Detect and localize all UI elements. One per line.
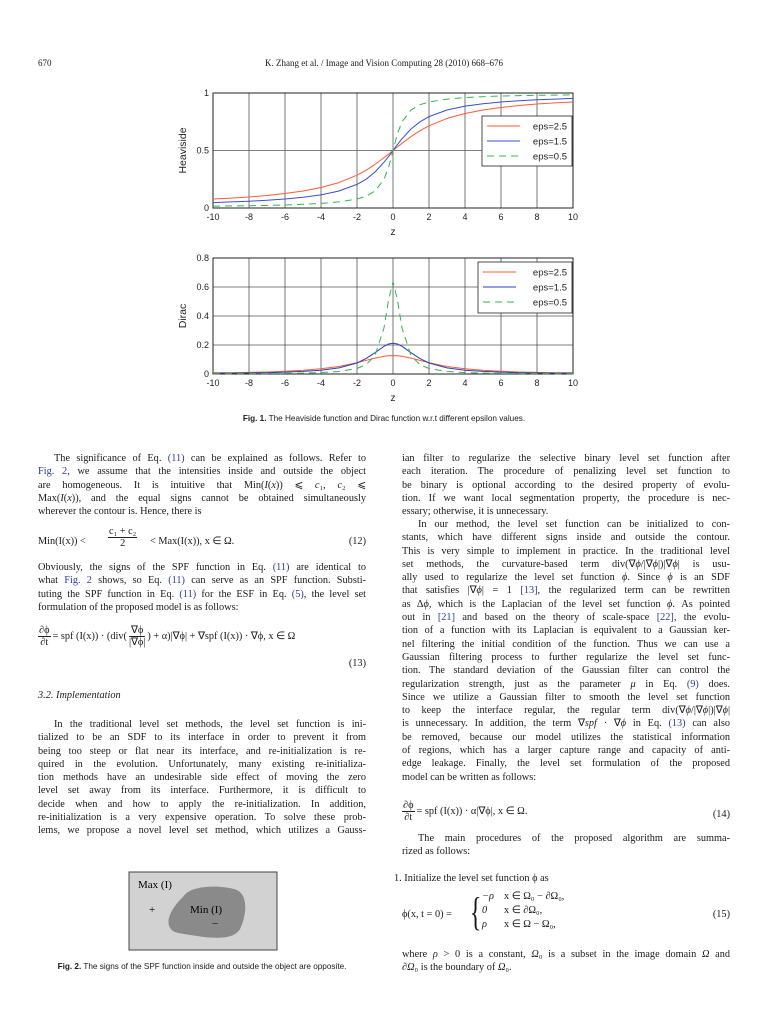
math-symbol: μ	[630, 678, 636, 690]
text-line	[38, 811, 366, 824]
reference-link[interactable]: (5)	[291, 588, 304, 600]
text-run: what	[38, 575, 65, 587]
eq14-lhs-den: ∂t	[404, 812, 413, 823]
text-run: The significance of Eq.	[54, 453, 168, 464]
text-line	[402, 651, 730, 664]
text-run: ian filter to regularize the selective binary level set function after	[402, 453, 730, 464]
figure-2-diagram	[128, 871, 280, 955]
legend-label: eps=0.5	[532, 151, 567, 163]
text-line	[402, 545, 730, 558]
text-run: In our method, the level set function can be initialized to con-	[418, 519, 730, 530]
text-run: edge leakage. Finally, the level set formulation of the proposed	[402, 758, 730, 770]
text-run: Gaussian filtering process to further regularize the level set func-	[402, 651, 730, 663]
x-tick-label: -4	[316, 378, 326, 388]
x-tick-label: 10	[567, 212, 579, 222]
text-run: re-initialization is a very expensive operation. To solve these prob-	[38, 812, 366, 824]
text-line	[402, 531, 730, 544]
x-tick-label: -6	[280, 212, 290, 222]
eq13-number: (13)	[348, 658, 366, 669]
text-run: nel filtering the initial condition of the function. Thus we can use a	[402, 638, 730, 650]
text-run: | = 1	[481, 585, 521, 597]
text-line	[402, 452, 730, 465]
text-run: shows, so Eq.	[91, 575, 169, 587]
text-line	[402, 624, 730, 637]
y-tick-label: 0.5	[196, 145, 209, 156]
text-line	[402, 948, 730, 961]
x-tick-label: -6	[280, 378, 290, 388]
text-run: This is very simple to implement in practice. In the traditional level	[402, 545, 730, 557]
eq13-part-a: = spf (I(x)) · (div(	[52, 630, 127, 642]
algorithm-step-1: 1. Initialize the level set function ϕ as	[394, 873, 549, 884]
eq13-frac-den: |∇ϕ|	[128, 637, 146, 648]
text-line	[38, 784, 366, 797]
text-run: The main procedures of the proposed algorithm are summa-	[418, 833, 730, 844]
equation-12	[38, 526, 366, 556]
reference-link[interactable]: (11)	[168, 575, 185, 587]
text-line	[402, 584, 730, 597]
eq13-frac-num: ∇ϕ	[129, 625, 145, 637]
text-run: ₂ ⩽	[342, 479, 366, 491]
text-line	[38, 824, 366, 837]
text-line	[38, 601, 366, 614]
text-line	[38, 574, 366, 587]
y-axis-label: Heaviside	[177, 127, 189, 174]
text-line	[402, 731, 730, 744]
math-symbol: ϕ	[652, 558, 658, 570]
minus-sign: −	[212, 918, 219, 930]
x-tick-label: 8	[534, 212, 540, 222]
text-run: and based on the theory of scale-space	[455, 612, 657, 624]
reference-link[interactable]: (11)	[179, 588, 197, 600]
legend-label: eps=2.5	[532, 121, 567, 133]
text-run: tion methods have an undesirable side effect of moving the zero	[38, 772, 366, 784]
figure-1-charts	[0, 0, 768, 440]
eq15-number: (15)	[712, 909, 730, 920]
text-run: out in	[402, 612, 438, 624]
text-run: wherever the contour is. Hence, there is	[38, 506, 202, 518]
text-line	[38, 452, 366, 465]
eq12-number: (12)	[348, 536, 366, 547]
text-run: quired in the evolution. Unfortunately, many existing re-initializa-	[38, 758, 366, 770]
text-line	[402, 465, 730, 478]
text-run: in Eq.	[635, 678, 687, 690]
text-run: where	[402, 949, 433, 960]
math-symbol: ϕ	[622, 572, 628, 584]
text-run: that satisfies |∇	[402, 585, 477, 597]
math-symbol: c	[337, 479, 343, 491]
right-paragraph-2	[402, 518, 730, 784]
text-line	[38, 771, 366, 784]
text-line	[402, 717, 730, 730]
figure-1-label: Fig. 1.	[242, 414, 267, 423]
text-line	[38, 505, 366, 518]
eq12-left: Min(I(x)) <	[38, 536, 86, 547]
case-condition: x ∈ Ω − Ω₀,	[504, 919, 556, 930]
text-run: |	[727, 705, 730, 717]
text-run: /|∇	[640, 558, 653, 570]
text-line	[402, 845, 730, 858]
text-line	[402, 704, 730, 717]
math-symbol: Ω	[701, 949, 710, 960]
case-condition: x ∈ Ω₀ − ∂Ω₀,	[504, 891, 565, 902]
eq15-case	[482, 904, 542, 917]
text-run: Since we utilize a Gaussian filter to smooth the level set function	[402, 691, 730, 703]
text-run: tion. The standard deviation of the Gaussian filter can control the	[402, 665, 730, 677]
math-symbol: Ω	[497, 962, 506, 974]
x-axis-label: z	[390, 393, 396, 404]
math-symbol: ϕ	[635, 558, 641, 570]
legend-label: eps=1.5	[532, 136, 567, 148]
text-run: Max(	[38, 492, 61, 504]
x-tick-label: -10	[206, 212, 220, 222]
text-line	[402, 664, 730, 677]
figure-2-caption	[38, 962, 366, 971]
eq14-rhs: = spf (I(x)) · α|∇ϕ|, x ∈ Ω.	[416, 805, 528, 817]
math-symbol: ϕ	[702, 705, 709, 717]
text-line	[402, 571, 730, 584]
x-tick-label: 0	[390, 212, 396, 222]
math-symbol: ϕ	[620, 718, 627, 730]
eq15-case	[482, 890, 564, 903]
equation-14	[402, 800, 730, 828]
text-run: regularization strength, just as the parameter	[402, 678, 631, 690]
figure-2-label: Fig. 2.	[57, 962, 82, 971]
text-run: /|∇	[690, 705, 703, 717]
text-line	[402, 771, 730, 784]
text-line	[402, 757, 730, 770]
text-line	[402, 678, 730, 691]
text-run: In the traditional level set methods, the level set function is ini-	[54, 719, 366, 730]
eq13-lhs-den: ∂t	[40, 637, 49, 648]
left-paragraph-2	[38, 561, 366, 614]
text-line	[402, 505, 730, 518]
eq12-denominator: 2	[120, 538, 126, 549]
text-run: ₁,	[319, 479, 338, 491]
text-run: as Δ	[402, 598, 424, 610]
text-run: can serve as an SPF function. Substi-	[185, 575, 366, 587]
math-symbol: ϕ	[667, 572, 673, 584]
text-run: for the ESF in Eq.	[196, 588, 292, 600]
text-run: in Eq.	[626, 718, 669, 730]
right-paragraph-1	[402, 452, 730, 518]
y-tick-label: 0.2	[196, 340, 209, 350]
math-symbol: ϕ	[476, 585, 482, 597]
text-run: are identical to	[289, 562, 366, 573]
max-label: Max (I)	[138, 879, 172, 891]
equation-15	[402, 890, 730, 940]
text-run: . Since	[627, 572, 668, 584]
reference-link[interactable]: [13]	[520, 585, 538, 597]
x-tick-label: 6	[498, 212, 504, 222]
text-run: are homogeneous. It is intuitive that Min(	[38, 479, 265, 491]
case-value: 0	[482, 905, 488, 916]
x-tick-label: -2	[352, 212, 362, 222]
text-run: level set away from its interface. Furthermore, it is difficult to	[38, 785, 366, 797]
text-run: can also	[685, 718, 730, 730]
text-line	[402, 832, 730, 845]
text-run: , which is the Laplacian of the level set function	[428, 598, 668, 610]
text-run: does.	[698, 678, 730, 690]
math-symbol: ϕ	[722, 705, 728, 717]
text-line	[38, 561, 366, 574]
math-symbol: ϕ	[672, 558, 678, 570]
legend-label: eps=2.5	[532, 267, 567, 279]
text-line	[402, 492, 730, 505]
y-tick-label: 1	[203, 88, 209, 98]
text-line	[38, 758, 366, 771]
text-line	[402, 638, 730, 651]
eq13-lhs-num: ∂ϕ	[39, 625, 50, 636]
text-run: set methods, the curvature-based term div(∇	[402, 558, 636, 570]
text-run: and	[709, 949, 730, 960]
text-run: being too steep or flat near its interface, and re-initialization is re-	[38, 745, 366, 757]
math-symbol: Ω	[531, 949, 539, 960]
text-run: , the regularized term can be rewritten	[537, 585, 730, 597]
text-line	[38, 731, 366, 744]
math-symbol: ϕ	[423, 598, 429, 610]
text-run: of regions, which has a larger capture range and capacity of anti-	[402, 745, 730, 757]
legend-label: eps=0.5	[532, 297, 567, 309]
equation-13	[38, 625, 366, 670]
text-run: ∂	[402, 962, 408, 974]
text-run: ₀ is the boundary of	[414, 962, 498, 974]
text-run: decide when and how to apply the re-initialization. In addition,	[38, 798, 366, 810]
text-line	[38, 492, 366, 505]
x-tick-label: -10	[206, 378, 220, 388]
text-run: · ∇	[596, 718, 621, 730]
text-run: is an SDF	[672, 572, 730, 584]
plus-sign: +	[149, 904, 156, 916]
x-tick-label: -4	[316, 212, 326, 222]
text-run: tion. If we want local segmentation property, the procedure is nec-	[402, 492, 730, 504]
math-symbol: I	[264, 479, 268, 491]
text-line	[402, 691, 730, 704]
page-number: 670	[38, 58, 52, 68]
text-run: |)|∇	[708, 705, 723, 717]
x-tick-label: 4	[462, 378, 468, 388]
min-label: Min (I)	[190, 904, 223, 916]
math-symbol: c	[314, 479, 320, 491]
figure-1-caption-text: The Heaviside function and Dirac function w.r.t different epsilon values.	[266, 414, 526, 423]
eq14-lhs-num: ∂ϕ	[403, 800, 414, 811]
text-line	[38, 718, 366, 731]
x-tick-label: 10	[567, 378, 579, 388]
x-tick-label: 6	[498, 378, 504, 388]
math-symbol: ϕ	[667, 598, 673, 610]
x-tick-label: -8	[244, 212, 254, 222]
x-tick-label: 2	[426, 212, 432, 222]
case-condition: x ∈ ∂Ω₀,	[504, 905, 543, 916]
text-run: to keep the interface regular, the regular term div(∇	[402, 705, 686, 717]
text-run: ₀ is a subset in the image domain	[538, 949, 702, 960]
x-tick-label: -8	[244, 378, 254, 388]
text-run: tialized to be an SDF to its interface in order to prevent it from	[38, 732, 366, 744]
y-tick-label: 0.4	[196, 311, 209, 321]
running-header: K. Zhang et al. / Image and Vision Computing 28 (2010) 668–676	[264, 58, 503, 68]
text-run: ₀.	[505, 962, 512, 974]
reference-link[interactable]: (11)	[272, 562, 290, 573]
reference-link[interactable]: [21]	[437, 612, 456, 624]
text-run: essary; otherwise, it is unnecessary.	[402, 506, 549, 518]
left-paragraph-1	[38, 452, 366, 518]
reference-link[interactable]: [22]	[656, 612, 674, 624]
text-run: tion of a function with its Laplacian is equivalent to a Gaussian ker-	[402, 625, 730, 637]
text-run: model can be written as follows:	[402, 771, 537, 783]
text-line	[38, 798, 366, 811]
text-run: ally used to regularize the level set function	[402, 572, 623, 584]
text-line	[38, 465, 366, 478]
x-tick-label: 0	[390, 378, 396, 388]
text-line	[38, 745, 366, 758]
reference-link[interactable]: (9)	[686, 678, 699, 690]
eq12-right: < Max(I(x)), x ∈ Ω.	[150, 536, 235, 547]
y-axis-label: Dirac	[177, 303, 189, 329]
legend-label: eps=1.5	[532, 282, 567, 294]
text-run: |)|∇	[657, 558, 673, 570]
reference-link[interactable]: (13)	[668, 718, 686, 730]
text-run: formulation of the proposed model is as follows:	[38, 601, 239, 613]
x-axis-label: z	[390, 227, 396, 238]
text-run: is unnecessary. In addition, the term ∇	[402, 718, 585, 730]
eq13-part-b: ) + α)|∇ϕ| + ∇spf (I(x)) · ∇ϕ, x ∈ Ω	[147, 630, 296, 642]
case-value: ρ	[482, 919, 487, 930]
text-run: can be explained as follows. Refer to	[184, 453, 366, 464]
eq15-lhs: ϕ(x, t = 0) =	[402, 909, 452, 920]
eq15-case	[482, 918, 556, 931]
text-run: tuting the SPF function in Eq.	[38, 588, 180, 600]
text-line	[402, 518, 730, 531]
text-run: > 0 is a constant,	[437, 949, 532, 960]
text-line	[402, 611, 730, 624]
right-paragraph-4	[402, 948, 730, 975]
math-symbol: ρ	[432, 949, 438, 960]
left-paragraph-3	[38, 718, 366, 838]
text-run: , we assume that the intensities inside and outside the object	[67, 466, 366, 478]
math-symbol: ϕ	[685, 705, 691, 717]
eq12-numerator: c₁ + c₂	[109, 526, 137, 537]
eq14-number: (14)	[712, 809, 730, 820]
text-line	[402, 744, 730, 757]
text-line	[38, 588, 366, 601]
y-tick-label: 0.8	[196, 253, 209, 263]
text-run: . As pointed	[672, 598, 730, 610]
case-value: −ρ	[482, 891, 494, 902]
y-tick-label: 0.6	[196, 282, 209, 292]
y-tick-label: 0	[203, 203, 209, 213]
text-line	[38, 479, 366, 492]
right-paragraph-3	[402, 832, 730, 859]
text-run: (	[63, 492, 68, 504]
math-symbol: x	[67, 492, 72, 504]
text-line	[402, 598, 730, 611]
brace-icon: {	[469, 889, 482, 934]
text-line	[402, 558, 730, 571]
text-run: each iteration. The procedure of penalizing level set function to	[402, 466, 730, 478]
reference-link[interactable]: Fig. 2	[38, 466, 68, 478]
math-symbol: spf	[584, 718, 597, 730]
text-run: Obviously, the signs of the SPF function in Eq.	[38, 562, 273, 573]
text-run: be binary is optional according to the desired property of evolu-	[402, 479, 730, 491]
x-tick-label: 2	[426, 378, 432, 388]
math-symbol: Ω	[407, 962, 415, 974]
text-run: , the level set	[303, 588, 367, 600]
x-tick-label: -2	[352, 378, 362, 388]
reference-link[interactable]: Fig. 2	[64, 575, 92, 587]
text-run: )) ⩽	[275, 479, 315, 491]
figure-1-caption	[0, 414, 768, 423]
text-run: (	[267, 479, 272, 491]
math-symbol: I	[60, 492, 64, 504]
figure-2-caption-text: The signs of the SPF function inside and outside the object are opposite.	[81, 962, 347, 971]
x-tick-label: 4	[462, 212, 468, 222]
text-run: lems, we propose a novel level set method, which utilizes a Gauss-	[38, 825, 366, 837]
math-symbol: x	[271, 479, 276, 491]
section-heading: 3.2. Implementation	[38, 690, 121, 701]
reference-link[interactable]: (11)	[167, 453, 185, 464]
text-run: be removed, because our model utilizes the statistical information	[402, 731, 730, 743]
text-run: stants, which have different signs inside and outside the contour.	[402, 532, 730, 544]
text-line	[402, 479, 730, 492]
text-run: , the evolu-	[673, 612, 731, 624]
text-run: )), and the equal signs cannot be obtained simultaneously	[71, 492, 366, 504]
y-tick-label: 0	[203, 369, 209, 379]
text-line	[402, 961, 730, 974]
x-tick-label: 8	[534, 378, 540, 388]
text-run: | is usu-	[677, 558, 731, 570]
text-run: rized as follows:	[402, 846, 471, 858]
